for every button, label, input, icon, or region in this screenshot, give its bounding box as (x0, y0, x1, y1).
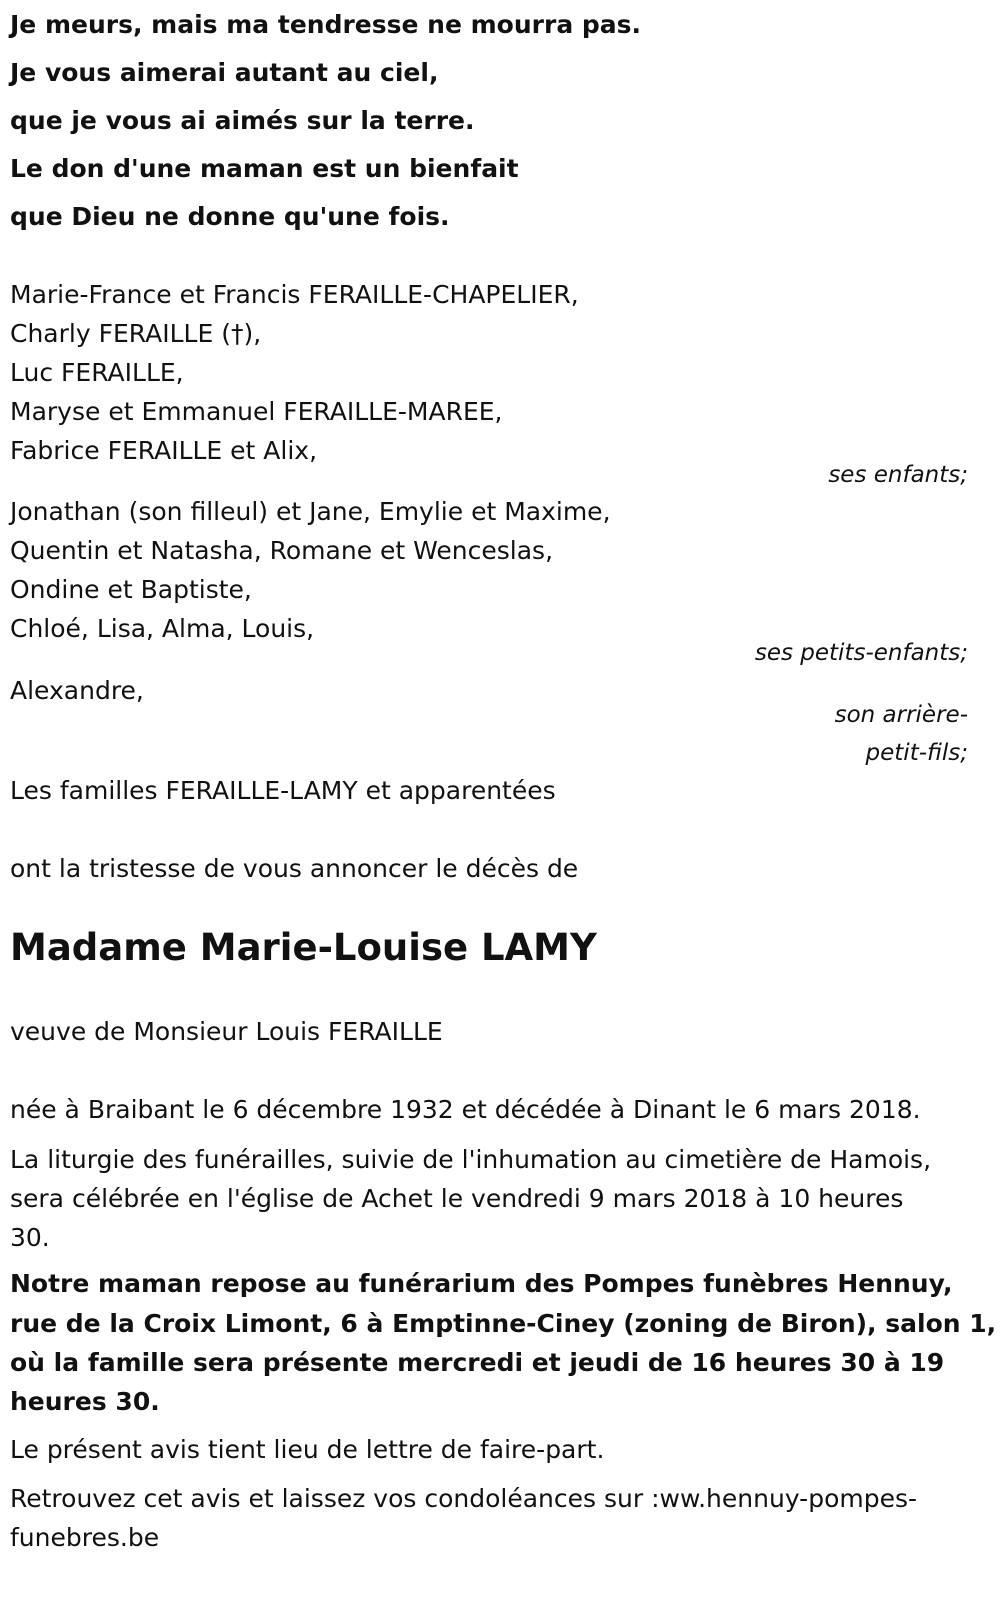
poem-line: que je vous ai aimés sur la terre. (10, 106, 475, 135)
funerarium-line: Notre maman repose au funérarium des Pompes funèbres Hennuy, (10, 1269, 953, 1298)
child-name: Marie-France et Francis FERAILLE-CHAPELIER, (10, 280, 579, 309)
birth-death-line: née à Braibant le 6 décembre 1932 et décédée à Dinant le 6 mars 2018. (10, 1095, 921, 1124)
relation-great-grandchildren: petit-fils; (865, 740, 968, 766)
child-name: Charly FERAILLE (†), (10, 319, 262, 348)
poem-line: que Dieu ne donne qu'une fois. (10, 202, 450, 231)
liturgy-line: sera célébrée en l'église de Achet le vendredi 9 mars 2018 à 10 heures (10, 1184, 904, 1213)
notice-line: Le présent avis tient lieu de lettre de faire-part. (10, 1435, 605, 1464)
relation-grandchildren: ses petits-enfants; (754, 640, 968, 666)
poem-line: Je vous aimerai autant au ciel, (10, 58, 439, 87)
families-line: Les familles FERAILLE-LAMY et apparentées (10, 776, 556, 805)
relation-great-grandchildren: son arrière- (834, 702, 968, 728)
child-name: Maryse et Emmanuel FERAILLE-MAREE, (10, 397, 503, 426)
website-line: funebres.be (10, 1523, 160, 1552)
widow-of-line: veuve de Monsieur Louis FERAILLE (10, 1017, 443, 1046)
child-name: Luc FERAILLE, (10, 358, 184, 387)
child-name: Fabrice FERAILLE et Alix, (10, 436, 318, 465)
great-grandchild-name: Alexandre, (10, 676, 144, 705)
poem-line: Je meurs, mais ma tendresse ne mourra pas. (10, 10, 642, 39)
liturgy-line: La liturgie des funérailles, suivie de l'inhumation au cimetière de Hamois, (10, 1145, 932, 1174)
grandchild-name: Jonathan (son filleul) et Jane, Emylie et Maxime, (10, 497, 611, 526)
grandchild-name: Chloé, Lisa, Alma, Louis, (10, 614, 315, 643)
liturgy-line: 30. (10, 1223, 50, 1252)
relation-children: ses enfants; (828, 462, 968, 488)
announcement-line: ont la tristesse de vous annoncer le décès de (10, 854, 579, 883)
grandchild-name: Quentin et Natasha, Romane et Wenceslas, (10, 536, 554, 565)
deceased-name: Madame Marie-Louise LAMY (10, 926, 597, 969)
funerarium-line: où la famille sera présente mercredi et jeudi de 16 heures 30 à 19 (10, 1348, 945, 1377)
poem-line: Le don d'une maman est un bienfait (10, 154, 519, 183)
website-line: Retrouvez cet avis et laissez vos condoléances sur :ww.hennuy-pompes- (10, 1484, 918, 1513)
funerarium-line: rue de la Croix Limont, 6 à Emptinne-Ciney (zoning de Biron), salon 1, (10, 1309, 997, 1338)
grandchild-name: Ondine et Baptiste, (10, 575, 252, 604)
funerarium-line: heures 30. (10, 1387, 160, 1416)
